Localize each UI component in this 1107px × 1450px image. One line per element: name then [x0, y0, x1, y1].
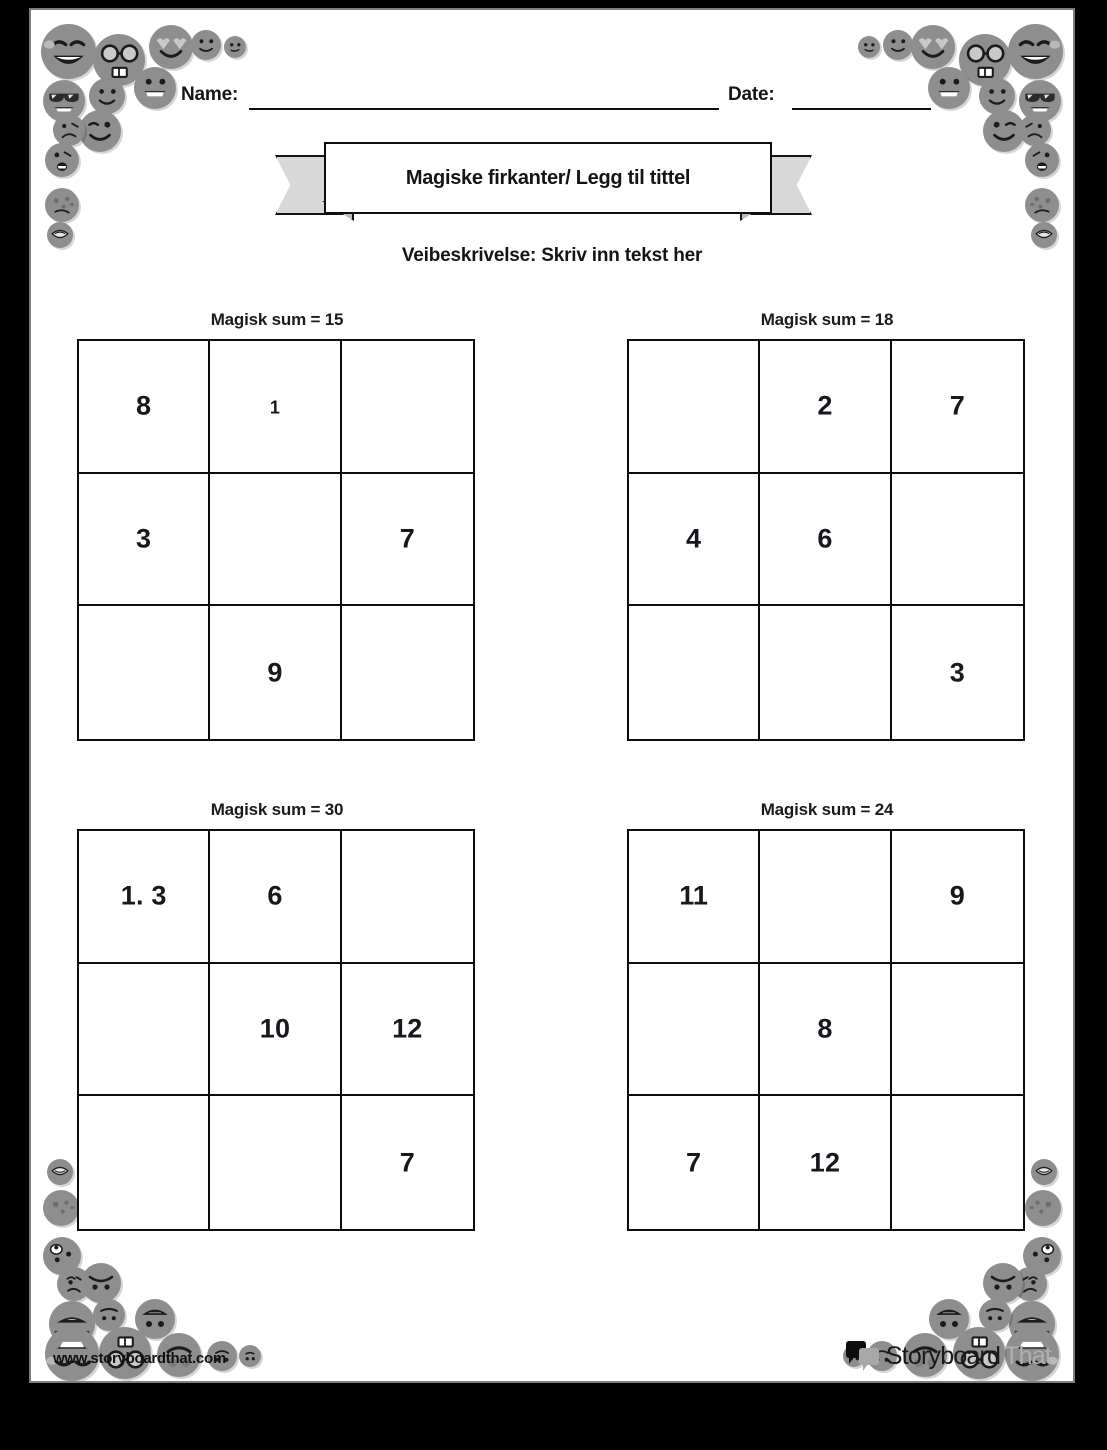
- cell-value: 8: [817, 1013, 833, 1044]
- magic-cell[interactable]: [892, 1096, 1023, 1229]
- cell-value: 7: [686, 1147, 702, 1178]
- magic-square-2-grid: [627, 339, 1025, 741]
- footer-url[interactable]: www.storyboardthat.com: [53, 1350, 226, 1367]
- cell-value: 6: [267, 880, 283, 911]
- cell-value: 9: [949, 880, 965, 911]
- magic-cell[interactable]: [760, 964, 891, 1097]
- magic-cell[interactable]: [892, 831, 1023, 964]
- storyboardthat-logo[interactable]: [846, 1341, 1051, 1371]
- magic-cell[interactable]: [760, 1096, 891, 1229]
- magic-cell[interactable]: [892, 606, 1023, 739]
- name-label: Name:: [181, 84, 239, 105]
- magic-square-1-grid: [77, 339, 475, 741]
- speech-bubbles-icon: [846, 1341, 880, 1371]
- magic-squares-area: [31, 10, 1073, 1381]
- magic-square-3-caption: Magisk sum = 30: [210, 800, 344, 819]
- magic-cell[interactable]: [342, 474, 473, 607]
- logo-word-that: That: [1004, 1341, 1051, 1370]
- magic-cell[interactable]: [629, 606, 760, 739]
- magic-square-2: [627, 310, 1027, 741]
- cell-value: 1: [269, 397, 281, 418]
- cell-value: 6: [817, 523, 833, 554]
- magic-cell[interactable]: [892, 964, 1023, 1097]
- cell-value: 12: [392, 1013, 423, 1044]
- magic-cell[interactable]: [79, 474, 210, 607]
- magic-cell[interactable]: [342, 341, 473, 474]
- magic-square-1-caption: Magisk sum = 15: [210, 310, 344, 329]
- magic-cell[interactable]: [760, 474, 891, 607]
- magic-cell[interactable]: [342, 964, 473, 1097]
- cell-value: 7: [399, 1147, 415, 1178]
- cell-value: 7: [399, 523, 415, 554]
- cell-value: 8: [136, 390, 152, 421]
- cell-value: 12: [809, 1147, 841, 1178]
- cell-value: 3: [949, 657, 965, 688]
- cell-value: 1. 3: [120, 880, 167, 911]
- magic-cell[interactable]: [210, 474, 341, 607]
- magic-square-3-grid: [77, 829, 475, 1231]
- magic-cell[interactable]: [892, 474, 1023, 607]
- magic-square-4: [627, 800, 1027, 1231]
- cell-value: 10: [259, 1013, 291, 1044]
- magic-square-2-caption: Magisk sum = 18: [760, 310, 894, 329]
- magic-cell[interactable]: [79, 964, 210, 1097]
- logo-word-storyboard: Storyboard: [885, 1341, 1001, 1370]
- magic-cell[interactable]: [629, 964, 760, 1097]
- magic-cell[interactable]: [79, 341, 210, 474]
- magic-square-4-grid: [627, 829, 1025, 1231]
- magic-cell[interactable]: [892, 341, 1023, 474]
- magic-cell[interactable]: [210, 831, 341, 964]
- magic-cell[interactable]: [342, 831, 473, 964]
- cell-value: 2: [817, 390, 833, 421]
- magic-cell[interactable]: [629, 474, 760, 607]
- magic-cell[interactable]: [210, 1096, 341, 1229]
- magic-cell[interactable]: [760, 831, 891, 964]
- magic-cell[interactable]: [210, 341, 341, 474]
- page-title: Magiske firkanter/ Legg til tittel: [405, 166, 691, 189]
- magic-cell[interactable]: [79, 831, 210, 964]
- magic-cell[interactable]: [760, 341, 891, 474]
- magic-square-3: [77, 800, 477, 1231]
- magic-square-1: [77, 310, 477, 741]
- magic-cell[interactable]: [79, 606, 210, 739]
- cell-value: 7: [949, 390, 965, 421]
- magic-cell[interactable]: [79, 1096, 210, 1229]
- magic-cell[interactable]: [629, 1096, 760, 1229]
- cell-value: 11: [679, 880, 709, 911]
- magic-cell[interactable]: [629, 831, 760, 964]
- magic-cell[interactable]: [342, 1096, 473, 1229]
- cell-value: 4: [686, 523, 702, 554]
- magic-cell[interactable]: [342, 606, 473, 739]
- magic-cell[interactable]: [760, 606, 891, 739]
- magic-square-4-caption: Magisk sum = 24: [760, 800, 894, 819]
- magic-cell[interactable]: [210, 606, 341, 739]
- instructions-text[interactable]: Veibeskrivelse: Skriv inn tekst her: [401, 245, 703, 266]
- cell-value: 9: [267, 657, 283, 688]
- cell-value: 3: [136, 523, 152, 554]
- date-label: Date:: [728, 84, 775, 105]
- worksheet-page: [29, 8, 1075, 1383]
- magic-cell[interactable]: [629, 341, 760, 474]
- magic-cell[interactable]: [210, 964, 341, 1097]
